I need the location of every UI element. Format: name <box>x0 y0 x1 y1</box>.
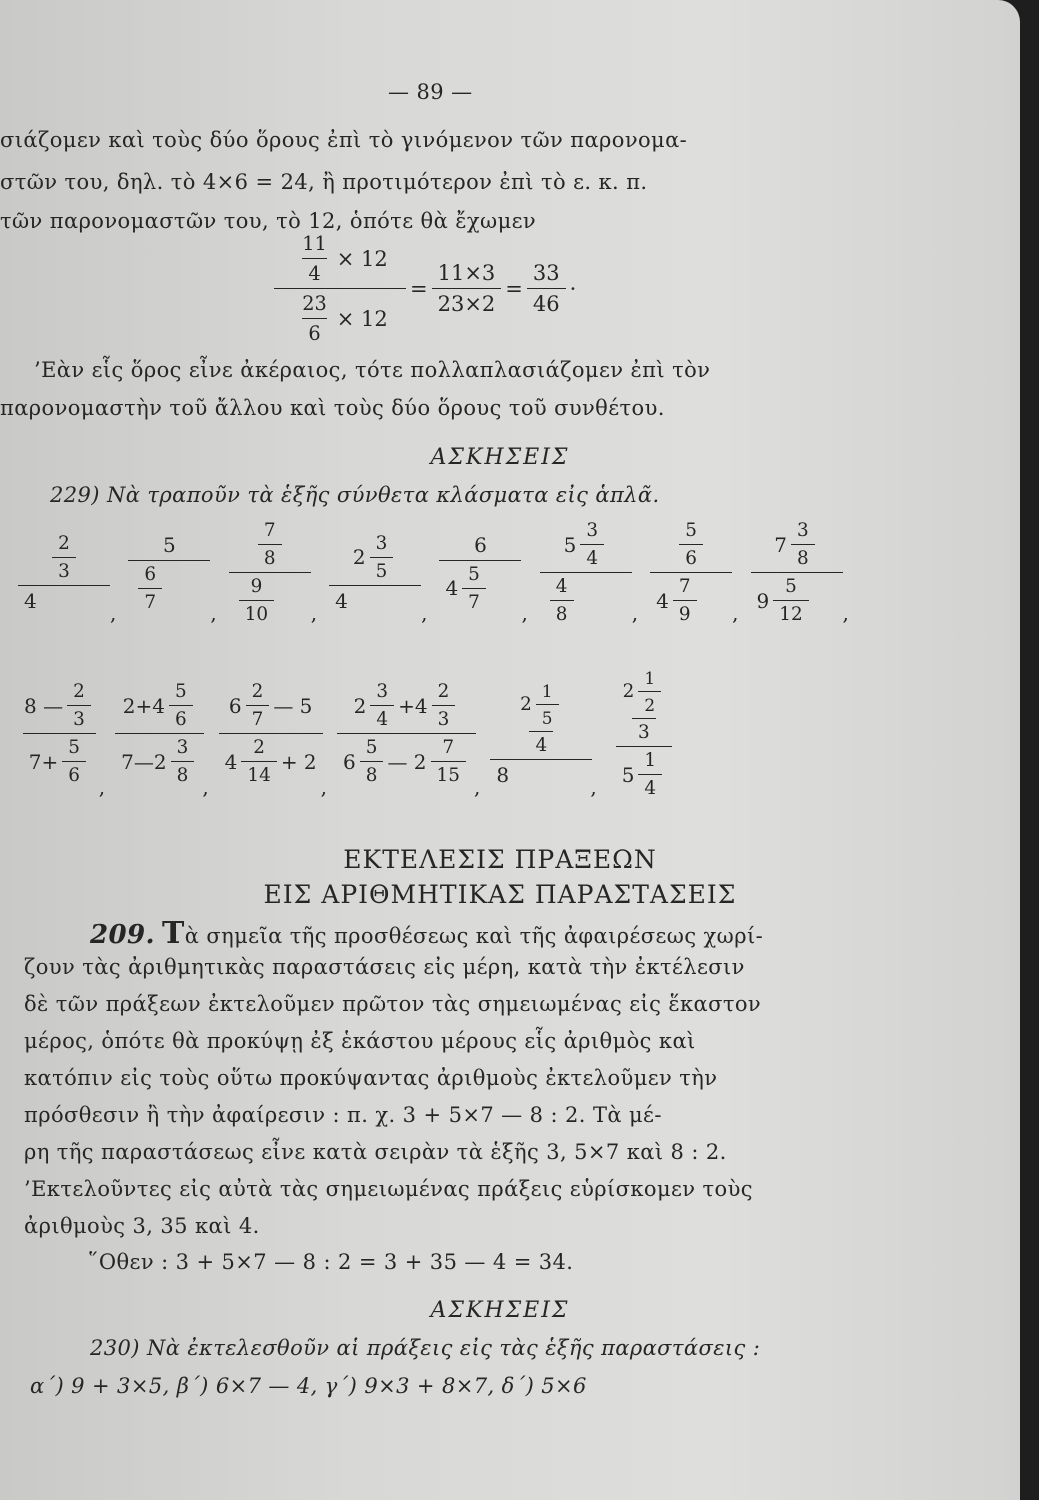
section-209-line: ἀριθμοὺς 3, 35 καὶ 4. <box>24 1214 260 1238</box>
section-heading-2: ΕΙΣ ΑΡΙΘΜΗΤΙΚΑΣ ΠΑΡΑΣΤΑΣΕΙΣ <box>263 880 737 909</box>
rule-line-1: ’Εὰν εἷς ὅρος εἶνε ἀκέραιος, τότε πολλαπλασιάζομεν ἐπὶ τὸν <box>34 358 711 382</box>
complex-fraction: $\frac{5}{\frac{6}{7}}$ <box>128 533 210 613</box>
middle-fraction: $\frac{11\times 3}{23\times 2}$ <box>432 261 502 316</box>
intro-line-3: τῶν παρονομαστῶν του, τὸ 12, ὁπότε θὰ ἔχωμεν <box>0 209 537 233</box>
section-heading-1: ΕΚΤΕΛΕΣΙΣ ΠΡΑΞΕΩΝ <box>343 845 657 874</box>
section-number: 209. <box>90 920 155 950</box>
complex-fraction: $\frac{5}{6}$ 4 $\frac{7}{9}$ <box>650 520 732 625</box>
intro-line-2: στῶν του, δηλ. τὸ 4×6 = 24, ἢ προτιμότερον ἐπὶ τὸ ε. κ. π. <box>0 170 648 194</box>
section-209-line: ρη τῆς παραστάσεως εἶνε κατὰ σειρὰν τὰ ἑξῆς 3, 5×7 καὶ 8 : 2. <box>24 1140 727 1164</box>
equals-sign: = <box>505 276 523 301</box>
complex-expression: 2 $\frac{1}{5}$ 4 8 <box>490 681 592 787</box>
complex-expression: 6 $\frac{2}{7}$ — 5 4 $\frac{2}{14}$ + 2 <box>219 681 323 786</box>
rule-line-2: παρονομαστὴν τοῦ ἄλλου καὶ τοὺς δύο ὅρους τοῦ συνθέτου. <box>0 396 665 420</box>
exercises-heading-1: ΑΣΚΗΣΕΙΣ <box>430 445 570 470</box>
section-209-line: πρόσθεσιν ἢ τὴν ἀφαίρεσιν : π. χ. 3 + 5×7 — 8 : 2. Τὰ μέ- <box>24 1103 662 1127</box>
complex-fraction: 6 4 $\frac{5}{7}$ <box>439 533 521 613</box>
section-209-line: μέρος, ὁπότε θὰ προκύψῃ ἐξ ἑκάστου μέρους εἷς ἀριθμὸς καὶ <box>24 1029 696 1053</box>
complex-fraction: 5 $\frac{3}{4}$ $\frac{4}{8}$ <box>540 520 632 625</box>
complex-fraction: 2 $\frac{3}{5}$ 4 <box>329 533 421 613</box>
exercises-heading-2: ΑΣΚΗΣΕΙΣ <box>430 1298 570 1323</box>
intro-line-1: σιάζομεν καὶ τοὺς δύο ὅρους ἐπὶ τὸ γινόμενον τῶν παρονομα- <box>0 128 688 152</box>
complex-expression: 2 $\frac{3}{4}$ +4 $\frac{2}{3}$ 6 $\frac{5}{8}$ — 2 $\frac{7}{15}$ <box>337 681 476 786</box>
drop-cap: Τ <box>162 916 185 951</box>
section-209-line: ζουν τὰς ἀριθμητικὰς παραστάσεις εἰς μέρη, κατὰ τὴν ἐκτέλεσιν <box>24 955 745 979</box>
section-209-line: κατόπιν εἰς τοὺς οὕτω προκύψαντας ἀριθμοὺς ἐκτελοῦμεν τὴν <box>24 1066 718 1090</box>
exercise-229-row-2: 8 — $\frac{2}{3}$ 7+ $\frac{5}{6}$ , 2+4 $\frac{5}{6}$ 7—2 $\frac{3}{8}$ , 6 $\frac{2}{7}$ — 5 4 $\frac{2}{14}$ + 2 , 2 $\frac{3}{4}$ +4 $\frac{2}{3}$ 6 $\frac{5}{8}$ — 2 $\frac{7}{15}$ , 2 $\frac{1}{5}$ 4 8 , 2 $\frac{1}{2}$ 3 5 $\frac{1}{4}$ <box>14 668 685 799</box>
worked-example: $\frac{11}{4}$ × 12 $\frac{23}{6}$ × 12 = $\frac{11\times 3}{23\times 2}$ = $\frac{33}{46}$ · <box>270 232 576 345</box>
complex-fraction: $\frac{11}{4}$ × 12 $\frac{23}{6}$ × 12 <box>274 232 406 345</box>
exercise-230-items: α΄) 9 + 3×5, β΄) 6×7 — 4, γ΄) 9×3 + 8×7, δ΄) 5×6 <box>30 1374 587 1398</box>
complex-expression: 2 $\frac{1}{2}$ 3 5 $\frac{1}{4}$ <box>607 668 681 799</box>
section-209-line: δὲ τῶν πράξεων ἐκτελοῦμεν πρῶτον τὰς σημειωμένας εἰς ἕκαστον <box>24 992 762 1016</box>
exercise-229-row-1: $\frac{\frac{2}{3}}{4}$ , $\frac{5}{\frac{6}{7}}$ , $\frac{\frac{7}{8}}{\frac{9}{10}}$ , 2 $\frac{3}{5}$ 4 , 6 4 $\frac{5}{7}$ , 5 $\frac{3}{4}$ $\frac{4}{8}$ , $\frac{5}{6}$ 4 $\frac{7}{9}$ , 7 $\frac{3}{8}$ 9 $\frac{5}{12}$ , <box>14 520 849 625</box>
complex-fraction: 7 $\frac{3}{8}$ 9 $\frac{5}{12}$ <box>751 520 843 625</box>
section-209-line: ’Εκτελοῦντες εἰς αὐτὰ τὰς σημειωμένας πράξεις εὑρίσκομεν τοὺς <box>24 1177 753 1201</box>
complex-fraction: $\frac{\frac{7}{8}}{\frac{9}{10}}$ <box>229 520 311 625</box>
section-209-result: ῞Οθεν : 3 + 5×7 — 8 : 2 = 3 + 35 — 4 = 34. <box>88 1250 574 1274</box>
section-209-first-line: 209. Τὰ σημεῖα τῆς προσθέσεως καὶ τῆς ἀφαιρέσεως χωρί- <box>90 916 764 951</box>
complex-expression: 2+4 $\frac{5}{6}$ 7—2 $\frac{3}{8}$ <box>115 681 204 786</box>
exercise-230: 230) Νὰ ἐκτελεσθοῦν αἱ πράξεις εἰς τὰς ἑξῆς παραστάσεις : <box>90 1336 761 1360</box>
complex-expression: 8 — $\frac{2}{3}$ 7+ $\frac{5}{6}$ <box>18 681 101 786</box>
complex-fraction: $\frac{\frac{2}{3}}{4}$ <box>18 533 110 613</box>
page-number: — 89 — <box>388 80 473 104</box>
exercise-229: 229) Νὰ τραποῦν τὰ ἑξῆς σύνθετα κλάσματα εἰς ἁπλᾶ. <box>50 483 660 507</box>
result-fraction: $\frac{33}{46}$ <box>527 261 566 316</box>
equals-sign: = <box>410 276 428 301</box>
